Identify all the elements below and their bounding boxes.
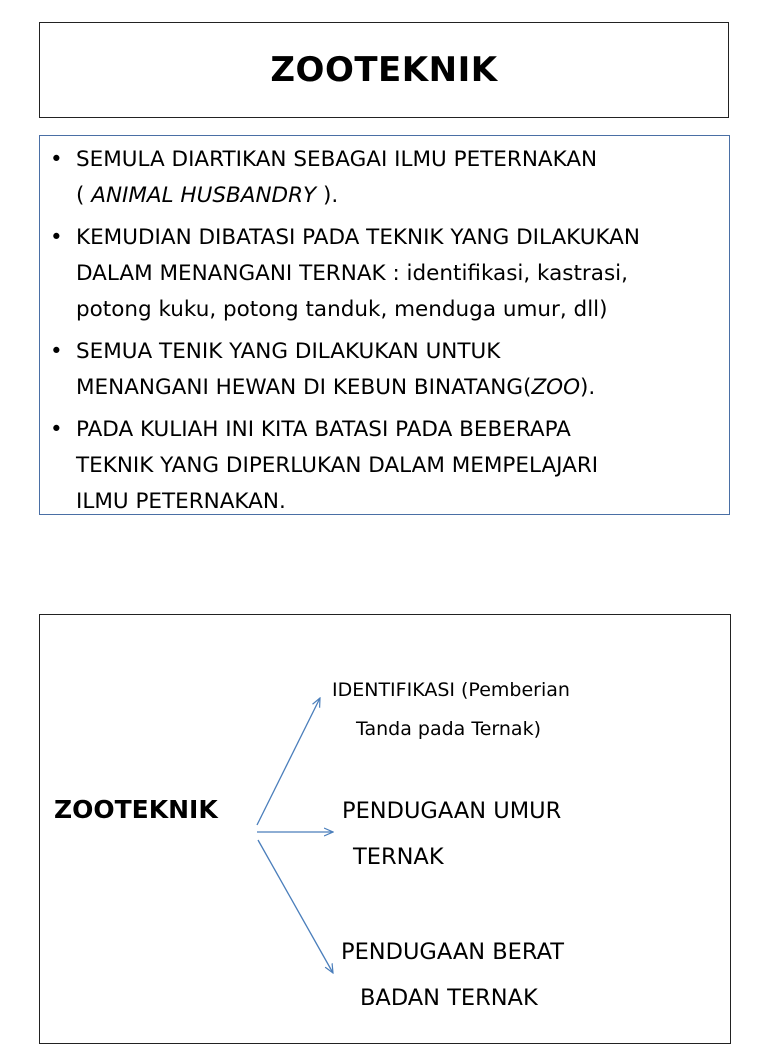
bullet-text: SEMULA DIARTIKAN SEBAGAI ILMU PETERNAKAN <box>76 147 598 172</box>
branch-pendugaan-umur-line2: TERNAK <box>353 844 444 870</box>
branch-pendugaan-berat-line1: PENDUGAAN BERAT <box>341 939 565 965</box>
bullet-italic: ANIMAL HUSBANDRY <box>91 183 317 208</box>
bullet-item <box>48 412 719 520</box>
bullet-text: SEMUA TENIK YANG DILAKUKAN UNTUK <box>76 339 501 364</box>
bullet-text: PADA KULIAH INI KITA BATASI PADA BEBERAPA <box>76 417 571 442</box>
branch-pendugaan-umur-line1: PENDUGAAN UMUR <box>342 798 562 824</box>
bullet-list-box <box>39 135 730 515</box>
branch-pendugaan-berat-line2: BADAN TERNAK <box>360 985 538 1011</box>
bullet-text: ). <box>316 183 339 208</box>
bullet-item <box>48 142 719 214</box>
bullet-item <box>48 220 719 328</box>
branch-identifikasi-line2: Tanda pada Ternak) <box>356 718 541 740</box>
bullet-text: TEKNIK YANG DIPERLUKAN DALAM MEMPELAJARI <box>76 453 599 478</box>
slide1-title-box <box>39 22 729 118</box>
diagram-root-label: ZOOTEKNIK <box>54 795 218 824</box>
arrow-to-identifikasi <box>257 698 320 825</box>
bullet-text: ). <box>580 375 596 400</box>
bullet-text: DALAM MENANGANI TERNAK : identifikasi, kastrasi, <box>76 261 628 286</box>
bullet-text: potong kuku, potong tanduk, menduga umur, dll) <box>76 297 608 322</box>
slide1-title: ZOOTEKNIK <box>270 50 498 90</box>
bullet-text: ILMU PETERNAKAN. <box>76 489 286 514</box>
bullet-text: ( <box>76 183 92 208</box>
slide2-diagram-box <box>39 614 731 1044</box>
bullet-item <box>48 334 719 406</box>
bullet-italic: ZOO <box>531 375 581 400</box>
bullet-list <box>48 142 719 520</box>
bullet-text: MENANGANI HEWAN DI KEBUN BINATANG( <box>76 375 532 400</box>
arrow-to-pendugaan-berat <box>258 840 333 973</box>
branch-identifikasi-line1: IDENTIFIKASI (Pemberian <box>332 679 570 701</box>
bullet-text: KEMUDIAN DIBATASI PADA TEKNIK YANG DILAKUKAN <box>76 225 640 250</box>
